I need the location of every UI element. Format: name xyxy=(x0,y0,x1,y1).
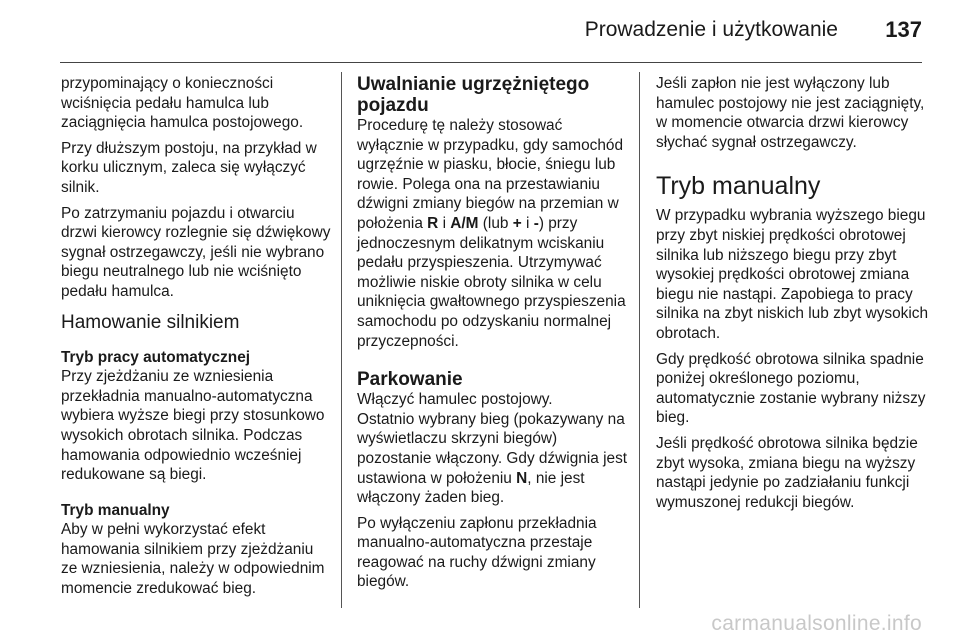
column-middle xyxy=(357,74,629,598)
paragraph: W przypadku wybrania wyższego biegu przy zbyt niskiej prędkości obrotowej silnika lub niższego biegu przy zbyt wysokiej prędkości obrotowej zmiana biegu nie nastąpi. Zapobiega to pracy silnika na zbyt niskich lub zbyt wysokich obrotach. xyxy=(656,207,929,342)
paragraph: Przy zjeżdżaniu ze wzniesienia przekładnia manualno-automatyczna wybiera wyższe biegi przy stosunkowo wysokich obrotach silnika. Podczas hamowania odpowiednio wcześniej redukowane są biegi. xyxy=(61,368,325,484)
subheading-automatic-mode: Tryb pracy automatycznej xyxy=(61,348,251,366)
paragraph: Ostatnio wybrany bieg (pokazywany na wyświetlaczu skrzyni biegów) pozostanie włączony. Gdy dźwignia jest ustawiona w położeniu N, nie jest włączony żaden bieg. xyxy=(357,410,628,507)
gear-minus: - xyxy=(533,214,539,232)
gear-position-r: R xyxy=(427,214,439,232)
gear-plus: + xyxy=(512,214,522,232)
paragraph: Po zatrzymaniu pojazdu i otwarciu drzwi kierowcy rozlegnie się dźwiękowy sygnał ostrzegawczy, jeśli nie wybrano biegu neutralnego lub nie wciśnięto pedału hamulca. xyxy=(61,204,331,300)
section-heading-freeing-stuck-vehicle: Uwalnianie ugrzężniętego pojazdu xyxy=(357,74,590,116)
paragraph: Po wyłączeniu zapłonu przekładnia manualno-automatyczna przestaje reagować na ruchy dźwigni zmiany biegów. xyxy=(357,514,597,591)
section-heading-parking: Parkowanie xyxy=(357,369,463,391)
watermark: carmanualsonline.info xyxy=(711,612,922,635)
section-heading-manual-mode: Tryb manualny xyxy=(656,172,821,201)
paragraph: Przy dłuższym postoju, na przykład w korku ulicznym, zaleca się wyłączyć silnik. xyxy=(61,139,317,196)
paragraph: Procedurę tę należy stosować wyłącznie w przypadku, gdy samochód ugrzęźnie w piasku, błocie, śniegu lub rowie. Polega ona na przestawianiu dźwigni zmiany biegów na przemian w położenia R i A/M (lub + i -) przy jednoczesnym delikatnym wciskaniu pedału przyspieszenia. Utrzymywać możliwie niskie obroty silnika w celu uniknięcia gwałtownego przyspieszenia samochodu po odzyskaniu normalnej przyczepności. xyxy=(357,117,626,350)
page-number: 137 xyxy=(885,17,922,42)
gear-position-n: N xyxy=(516,469,528,487)
paragraph: Jeśli prędkość obrotowa silnika będzie zbyt wysoka, zmiana biegu na wyższy nastąpi jedynie po zadziałaniu funkcji wymuszonej redukcji biegów. xyxy=(656,434,918,511)
column-right xyxy=(656,74,928,518)
column-divider xyxy=(639,72,640,608)
paragraph: przypominający o konieczności wciśnięcia pedału hamulca lub zaciągnięcia hamulca postojowego. xyxy=(61,75,304,132)
paragraph: Włączyć hamulec postojowy. xyxy=(357,391,553,409)
gear-position-am: A/M xyxy=(450,214,479,232)
page-title: Prowadzenie i użytkowanie xyxy=(584,18,838,41)
subheading-manual-mode: Tryb manualny xyxy=(61,501,170,519)
column-divider xyxy=(341,72,342,608)
section-heading-engine-braking: Hamowanie silnikiem xyxy=(61,311,240,333)
paragraph: Aby w pełni wykorzystać efekt hamowania silnikiem przy zjeżdżaniu ze wzniesienia, należy w odpowiednim momencie zredukować bieg. xyxy=(61,521,325,598)
page-header xyxy=(0,0,960,62)
paragraph: Jeśli zapłon nie jest wyłączony lub hamulec postojowy nie jest zaciągnięty, w momencie otwarcia drzwi kierowcy słychać sygnał ostrzegawczy. xyxy=(656,75,925,151)
header-divider xyxy=(60,62,922,63)
paragraph: Gdy prędkość obrotowa silnika spadnie poniżej określonego poziomu, automatycznie zostanie wybrany niższy bieg. xyxy=(656,350,926,427)
column-left xyxy=(61,74,333,605)
